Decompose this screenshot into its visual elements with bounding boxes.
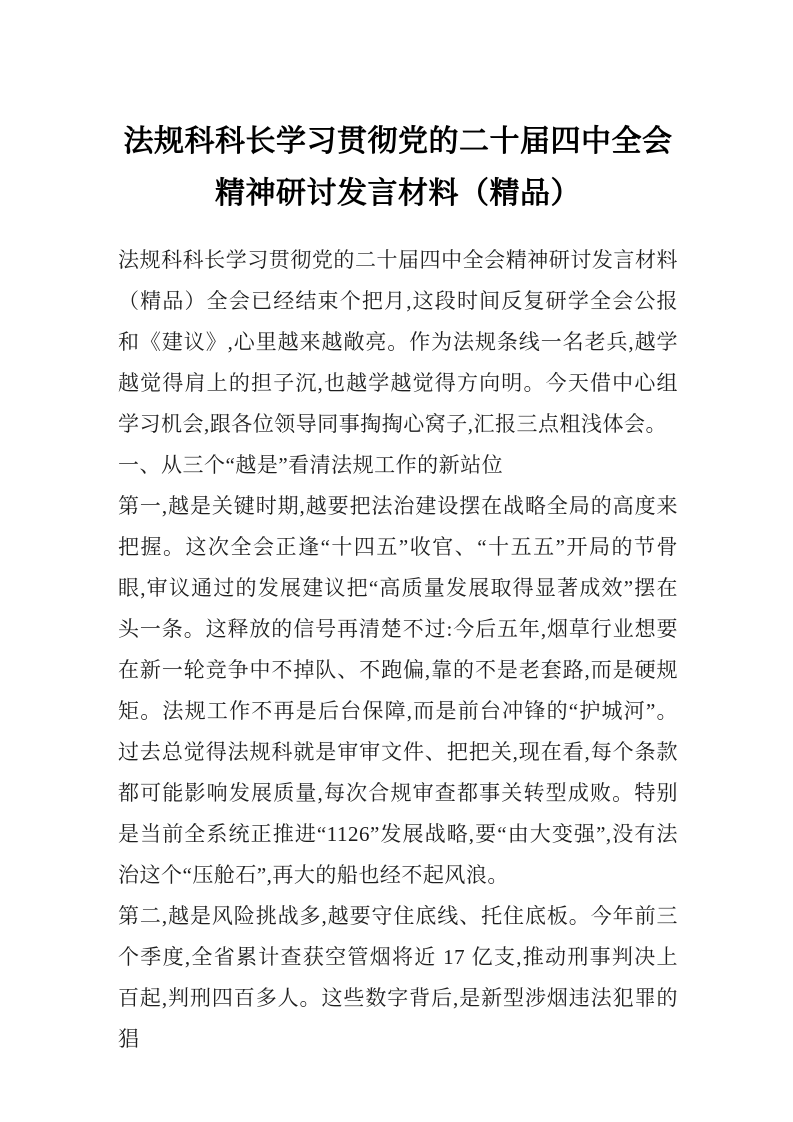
paragraph-intro: 法规科科长学习贯彻党的二十届四中全会精神研讨发言材料（精品）全会已经结束个把月,这段时间反复研学全会公报和《建议》,心里越来越敞亮。作为法规条线一名老兵,越学越觉得肩上的担子沉,也越学越觉得方向明。今天借中心组学习机会,跟各位领导同事掏掏心窝子,汇报三点粗浅体会。 [118,248,678,436]
paragraph-second-point: 第二,越是风险挑战多,越要守住底线、托住底板。今年前三个季度,全省累计查获空管烟将近 17 亿支,推动刑事判决上百起,判刑四百多人。这些数字背后,是新型涉烟违法犯罪的猖 [118,904,678,1051]
document-title: 法规科科长学习贯彻党的二十届四中全会精神研讨发言材料（精品） [123,124,673,211]
paragraph-first-point: 第一,越是关键时期,越要把法治建设摆在战略全局的高度来把握。这次全会正逢“十四五”收官、“十五五”开局的节骨眼,审议通过的发展建议把“高质量发展取得显著成效”摆在头一条。这释放的信号再清楚不过:今后五年,烟草行业想要在新一轮竞争中不掉队、不跑偏,靠的不是老套路,而是硬规矩。法规工作不再是后台保障,而是前台冲锋的“护城河”。过去总觉得法规科就是审审文件、把把关,现在看,每个条款都可能影响发展质量,每次合规审查都事关转型成败。特别是当前全系统正推进“1126”发展战略,要“由大变强”,没有法治这个“压舱石”,再大的船也经不起风浪。 [118,494,678,887]
section-heading-one: 一、从三个“越是”看清法规工作的新站位 [118,453,504,477]
